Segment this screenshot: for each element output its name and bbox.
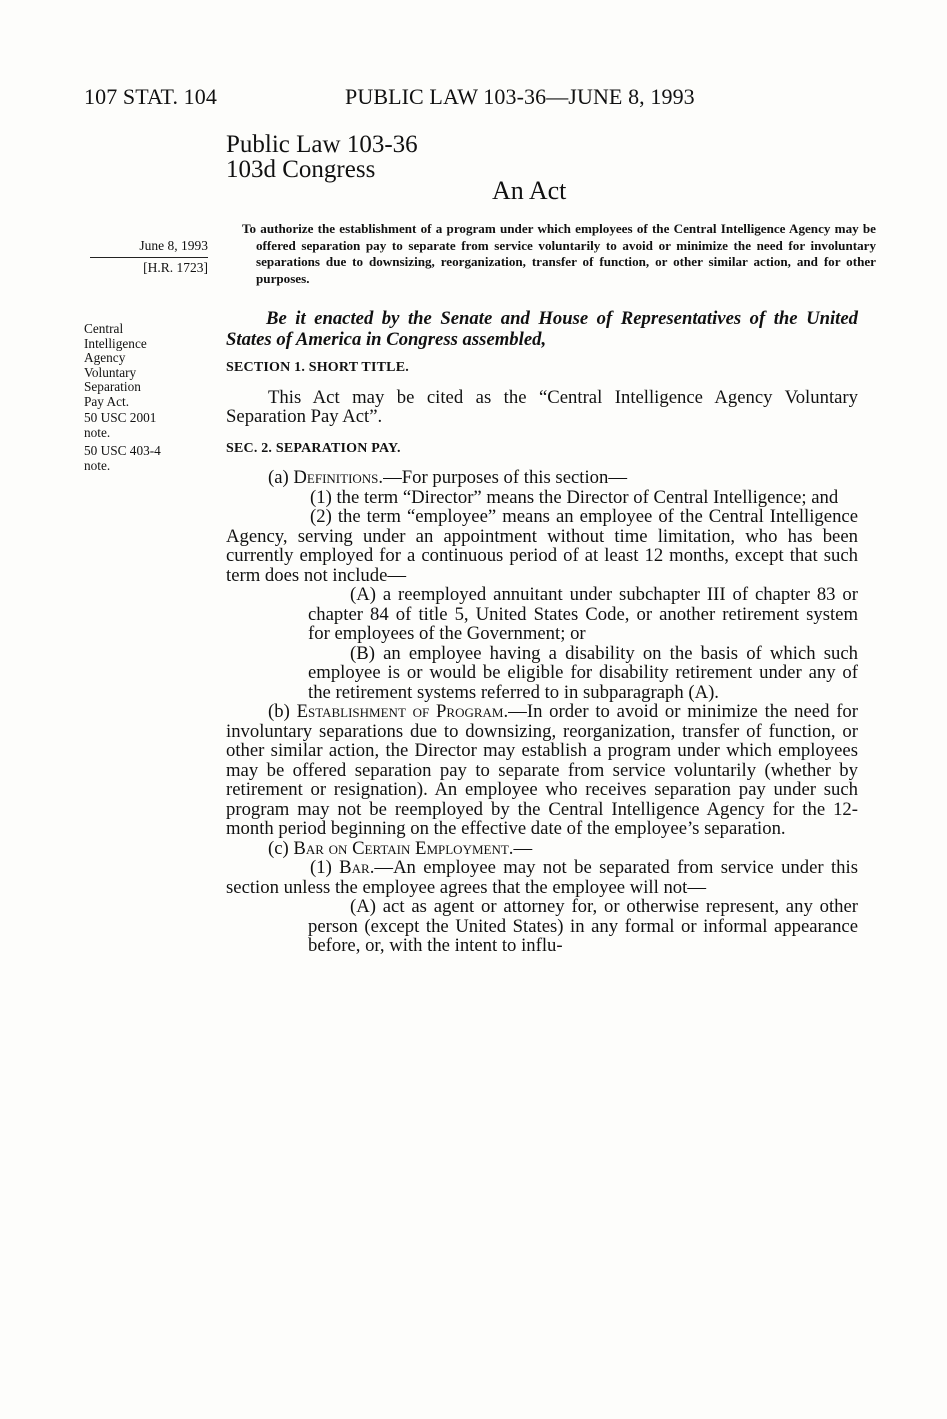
subsection-b-text: —In order to avoid or minimize the need for involuntary separations due to downsizing, reorganization, transfer of function, or other similar action, the Director may establish a program under which employees may be offered separation pay to separate from service voluntarily (whether by retirement or resignation). An employee who receives separation pay under such program may not be reemployed by the Central Intelligence Agency for the 12-month period beginning on the effective date of the employee’s separation. xyxy=(226,701,859,839)
an-act-heading: An Act xyxy=(492,176,567,205)
subsection-c-label: (c) xyxy=(268,837,294,859)
subsection-b xyxy=(226,702,858,839)
subsection-b-label: (b) xyxy=(268,701,297,722)
subsection-a-label: (a) xyxy=(268,467,294,488)
subparagraph-a2B: (B) an employee having a disability on the basis of which such employee is or would be eligible for disability retirement under any of the retirement systems referred to in subparagraph (A). xyxy=(308,642,858,703)
paragraph-c1-text: —An employee may not be separated from service under this section unless the employee agrees that the employee will not— xyxy=(226,857,858,898)
paragraph-a2: (2) the term “employee” means an employee of the Central Intelligence Agency, serving under an appointment without time limitation, who has been currently employed for a continuous period of at least 12 months, except that such term does not include— xyxy=(226,506,858,586)
usc-citation-note: note. xyxy=(84,457,111,473)
public-law-number: Public Law 103-36 xyxy=(226,131,418,158)
paragraph-a1: (1) the term “Director” means the Director of Central Intelligence; and xyxy=(310,486,839,508)
act-body xyxy=(226,308,858,956)
enactment-date-sidenote xyxy=(96,238,208,276)
subsection-c-heading: Bar on Certain Employment. xyxy=(293,837,514,859)
subsection-a-text: —For purposes of this section— xyxy=(383,467,628,488)
sidenote-line: Voluntary xyxy=(84,364,137,380)
usc-citation: 50 USC 403-4 xyxy=(84,443,161,458)
paragraph-c1-label: (1) xyxy=(310,857,340,878)
margin-sidenote xyxy=(84,322,204,473)
usc-citation-note: note. xyxy=(84,424,111,440)
bill-number: [H.R. 1723] xyxy=(143,260,208,275)
usc-citation: 50 USC 2001 xyxy=(84,410,157,425)
subparagraph-c1A: (A) act as agent or attorney for, or otherwise represent, any other person (except the United States) in any formal or informal appearance before, or, with the intent to influ- xyxy=(308,896,858,956)
section-1-heading: SECTION 1. SHORT TITLE. xyxy=(226,360,409,375)
paragraph-c1-heading: Bar. xyxy=(339,857,375,878)
congress-number: 103d Congress xyxy=(226,156,376,183)
paragraph-c1 xyxy=(226,858,858,897)
sidenote-line: Separation xyxy=(84,379,141,394)
subsection-c xyxy=(226,839,858,859)
subsection-b-heading: Establishment of Program. xyxy=(296,701,509,722)
sidenote-line: Intelligence xyxy=(84,335,147,351)
section-2-heading: SEC. 2. SEPARATION PAY. xyxy=(226,440,401,456)
enacting-clause: Be it enacted by the Senate and House of Representatives of the United States of America in Congress assembled, xyxy=(226,308,858,350)
section-1-text: This Act may be cited as the “Central Intelligence Agency Voluntary Separation Pay Act”. xyxy=(226,386,858,427)
enactment-date: June 8, 1993 xyxy=(139,238,208,253)
subsection-c-text: — xyxy=(513,837,533,859)
subparagraph-a2A: (A) a reemployed annuitant under subchapter III of chapter 83 or chapter 84 of title 5, United States Code, or another retirement system for employees of the Government; or xyxy=(308,584,858,644)
statute-page-reference: 107 STAT. 104 xyxy=(84,84,217,109)
subsection-a xyxy=(226,468,858,488)
running-head-title: PUBLIC LAW 103-36—JUNE 8, 1993 xyxy=(345,84,695,109)
sidenote-line: Central xyxy=(84,321,124,336)
long-title-purpose: To authorize the establishment of a program under which employees of the Central Intelligence Agency may be offered separation pay to separate from service voluntarily to avoid or minimize the need for involuntary separations due to downsizing, reorganization, transfer of function, or other similar action, and for other purposes. xyxy=(242,221,876,286)
subsection-a-heading: Definitions. xyxy=(293,467,384,488)
date-divider xyxy=(90,257,208,258)
sidenote-line: Pay Act. xyxy=(84,393,130,409)
sidenote-line: Agency xyxy=(84,350,126,365)
